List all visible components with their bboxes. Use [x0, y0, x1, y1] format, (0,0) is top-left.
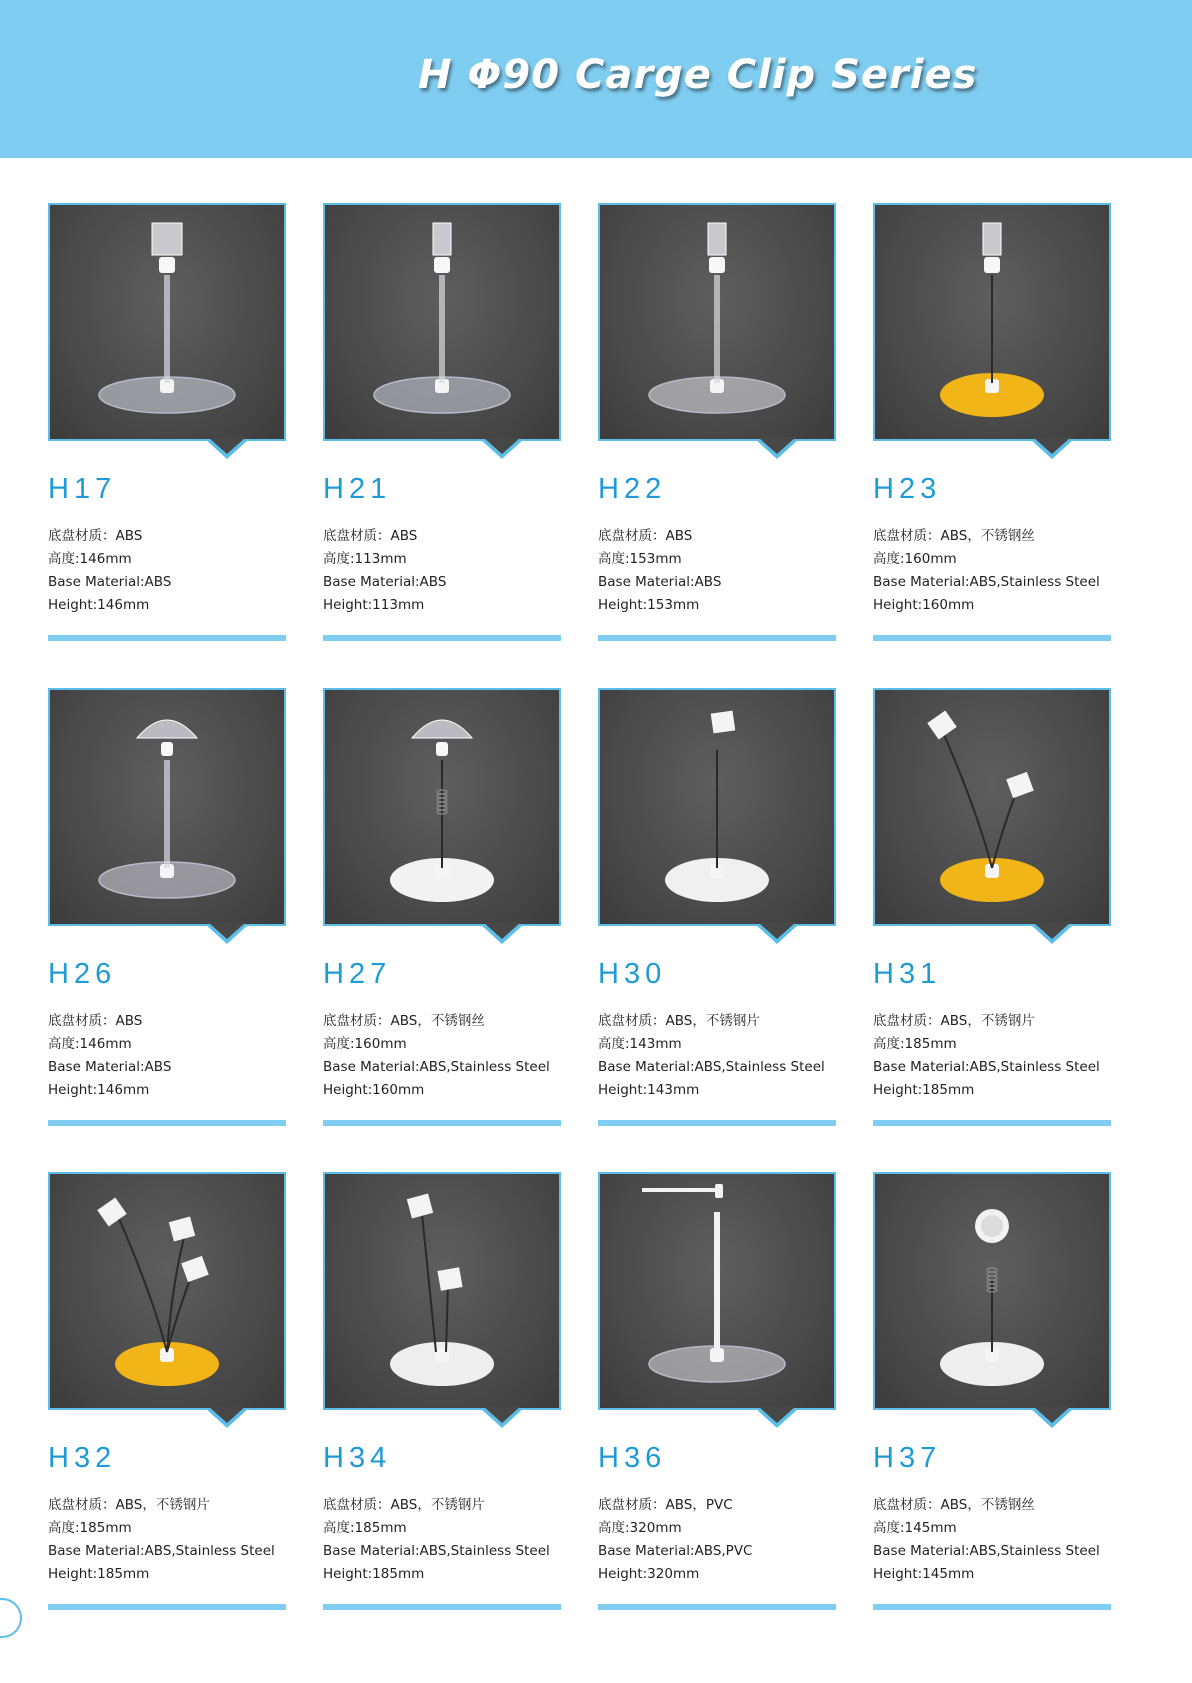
- spec-line: 高度:153mm: [598, 551, 682, 567]
- product-stem: [439, 275, 445, 383]
- spec-line: Height:145mm: [873, 1566, 975, 1582]
- spec-line: Base Material:ABS,Stainless Steel: [323, 1059, 550, 1075]
- card-divider: [873, 1120, 1111, 1126]
- product-photo: [598, 688, 836, 926]
- spec-line: Base Material:ABS: [598, 574, 722, 590]
- product-model: H34: [323, 1442, 392, 1474]
- product-model: H37: [873, 1442, 942, 1474]
- spec-line: 底盘材质：ABS，不锈钢丝: [873, 528, 1035, 544]
- card-divider: [323, 1604, 561, 1610]
- product-photo: [598, 1172, 836, 1410]
- product-specs: [48, 525, 288, 617]
- spec-line: 底盘材质：ABS，不锈钢片: [873, 1013, 1035, 1029]
- product-clip: [983, 223, 1001, 255]
- product-model: H30: [598, 958, 667, 990]
- spec-line: Base Material:ABS,Stainless Steel: [48, 1543, 275, 1559]
- product-card: [598, 1172, 836, 1582]
- product-model: H36: [598, 1442, 667, 1474]
- card-divider: [48, 635, 286, 641]
- product-illustration: [875, 690, 1109, 924]
- photo-pointer-notch: [755, 1408, 799, 1428]
- photo-pointer-notch: [755, 439, 799, 459]
- product-clip-joint: [434, 257, 450, 273]
- product-model: H27: [323, 958, 392, 990]
- card-divider: [48, 1604, 286, 1610]
- spec-line: 高度:185mm: [873, 1036, 957, 1052]
- spec-line: 高度:143mm: [598, 1036, 682, 1052]
- product-illustration: [50, 205, 284, 439]
- product-card: [873, 1172, 1111, 1582]
- product-specs: [323, 1494, 563, 1586]
- card-divider: [598, 1604, 836, 1610]
- product-illustration: [325, 1174, 559, 1408]
- product-wire: [446, 1284, 448, 1352]
- card-divider: [598, 635, 836, 641]
- spec-line: Height:146mm: [48, 1082, 150, 1098]
- product-photo: [323, 1172, 561, 1410]
- product-model: H31: [873, 958, 942, 990]
- spec-line: Height:185mm: [48, 1566, 150, 1582]
- product-flag-clip: [181, 1256, 209, 1282]
- product-flag-clip: [1006, 772, 1034, 798]
- product-specs: [873, 525, 1113, 617]
- product-clip-joint: [159, 257, 175, 273]
- spec-line: Height:146mm: [48, 597, 150, 613]
- product-clip-joint: [161, 742, 173, 756]
- card-divider: [48, 1120, 286, 1126]
- spec-line: Base Material:ABS,Stainless Steel: [323, 1543, 550, 1559]
- product-flag-clip: [407, 1193, 433, 1218]
- product-card: [48, 1172, 286, 1582]
- product-photo: [873, 1172, 1111, 1410]
- product-model: H21: [323, 473, 392, 505]
- product-clip: [412, 720, 472, 738]
- product-card: [598, 203, 836, 613]
- product-stem: [164, 760, 170, 868]
- spec-line: Height:320mm: [598, 1566, 700, 1582]
- product-photo: [323, 203, 561, 441]
- photo-pointer-notch: [480, 924, 524, 944]
- product-clip: [433, 223, 451, 255]
- card-divider: [323, 1120, 561, 1126]
- spec-line: 底盘材质：ABS，PVC: [598, 1497, 733, 1513]
- spec-line: Height:160mm: [323, 1082, 425, 1098]
- spec-line: Base Material:ABS: [48, 574, 172, 590]
- spec-line: 高度:160mm: [873, 551, 957, 567]
- product-flag-clip: [711, 711, 736, 734]
- product-clip: [137, 720, 197, 738]
- product-photo: [598, 203, 836, 441]
- product-flag-clip: [97, 1197, 126, 1226]
- product-clip: [708, 223, 726, 255]
- spec-line: 底盘材质：ABS，不锈钢丝: [323, 1013, 485, 1029]
- product-clip-joint: [436, 742, 448, 756]
- product-wire: [167, 1234, 185, 1352]
- spec-line: Base Material:ABS,Stainless Steel: [873, 574, 1100, 590]
- spec-line: Base Material:ABS: [48, 1059, 172, 1075]
- product-specs: [598, 1494, 838, 1586]
- product-illustration: [600, 690, 834, 924]
- product-wire: [992, 790, 1017, 868]
- product-illustration: [875, 205, 1109, 439]
- photo-pointer-notch: [1030, 924, 1074, 944]
- spec-line: Height:153mm: [598, 597, 700, 613]
- product-model: H22: [598, 473, 667, 505]
- product-arm-hinge: [715, 1184, 723, 1198]
- product-illustration: [600, 1174, 834, 1408]
- spec-line: Base Material:ABS,Stainless Steel: [873, 1059, 1100, 1075]
- spec-line: Height:185mm: [873, 1082, 975, 1098]
- spec-line: 底盘材质：ABS: [48, 1013, 143, 1029]
- spec-line: 高度:113mm: [323, 551, 407, 567]
- product-model: H32: [48, 1442, 117, 1474]
- photo-pointer-notch: [205, 439, 249, 459]
- spec-line: Height:185mm: [323, 1566, 425, 1582]
- product-stem: [164, 275, 170, 383]
- spec-line: 底盘材质：ABS: [48, 528, 143, 544]
- product-photo: [323, 688, 561, 926]
- product-clip: [152, 223, 182, 255]
- card-divider: [873, 635, 1111, 641]
- spec-line: 高度:320mm: [598, 1520, 682, 1536]
- product-card: [48, 688, 286, 1098]
- page-title: H Φ90 Carge Clip Series: [418, 52, 978, 98]
- product-specs: [873, 1494, 1113, 1586]
- product-specs: [598, 1010, 838, 1102]
- product-specs: [598, 525, 838, 617]
- product-wire: [117, 1214, 167, 1352]
- card-divider: [873, 1604, 1111, 1610]
- product-card: [323, 1172, 561, 1582]
- product-card: [48, 203, 286, 613]
- product-stem: [714, 275, 720, 383]
- product-model: H17: [48, 473, 117, 505]
- spec-line: 高度:146mm: [48, 1036, 132, 1052]
- product-specs: [323, 1010, 563, 1102]
- product-specs: [873, 1010, 1113, 1102]
- photo-pointer-notch: [205, 924, 249, 944]
- product-specs: [323, 525, 563, 617]
- spec-line: 底盘材质：ABS，不锈钢片: [598, 1013, 760, 1029]
- product-specs: [48, 1494, 288, 1586]
- product-illustration: [50, 1174, 284, 1408]
- header-banner: [0, 0, 1192, 158]
- product-photo: [48, 688, 286, 926]
- spec-line: 高度:145mm: [873, 1520, 957, 1536]
- product-illustration: [325, 690, 559, 924]
- product-banner-arm: [642, 1188, 720, 1192]
- photo-pointer-notch: [480, 1408, 524, 1428]
- product-model: H23: [873, 473, 942, 505]
- product-card: [873, 203, 1111, 613]
- product-illustration: [875, 1174, 1109, 1408]
- product-flag-clip: [169, 1216, 195, 1241]
- product-card: [323, 203, 561, 613]
- product-clip-joint: [984, 257, 1000, 273]
- photo-pointer-notch: [1030, 1408, 1074, 1428]
- product-model: H26: [48, 958, 117, 990]
- photo-pointer-notch: [1030, 439, 1074, 459]
- spec-line: 底盘材质：ABS: [323, 528, 418, 544]
- product-clip-joint: [709, 257, 725, 273]
- spec-line: Base Material:ABS,Stainless Steel: [873, 1543, 1100, 1559]
- spec-line: 高度:185mm: [323, 1520, 407, 1536]
- product-card: [323, 688, 561, 1098]
- spec-line: 高度:185mm: [48, 1520, 132, 1536]
- product-stem: [714, 1212, 720, 1352]
- page-number-circle: [0, 1598, 22, 1638]
- product-illustration: [600, 205, 834, 439]
- spec-line: 高度:160mm: [323, 1036, 407, 1052]
- product-flag-clip: [437, 1267, 462, 1291]
- card-divider: [323, 635, 561, 641]
- product-illustration: [325, 205, 559, 439]
- product-photo: [48, 203, 286, 441]
- product-card: [598, 688, 836, 1098]
- spec-line: 底盘材质：ABS: [598, 528, 693, 544]
- product-photo: [873, 688, 1111, 926]
- product-photo: [873, 203, 1111, 441]
- product-specs: [48, 1010, 288, 1102]
- spec-line: Height:143mm: [598, 1082, 700, 1098]
- photo-pointer-notch: [755, 924, 799, 944]
- product-card: [873, 688, 1111, 1098]
- product-flag-clip: [927, 710, 956, 739]
- spec-line: Base Material:ABS: [323, 574, 447, 590]
- product-wire: [942, 730, 992, 868]
- spec-line: 底盘材质：ABS，不锈钢片: [323, 1497, 485, 1513]
- spec-line: Base Material:ABS,PVC: [598, 1543, 753, 1559]
- product-illustration: [50, 690, 284, 924]
- spec-line: Height:113mm: [323, 597, 425, 613]
- spec-line: 高度:146mm: [48, 551, 132, 567]
- product-photo: [48, 1172, 286, 1410]
- product-round-clip-inner: [981, 1215, 1003, 1237]
- photo-pointer-notch: [205, 1408, 249, 1428]
- spec-line: Base Material:ABS,Stainless Steel: [598, 1059, 825, 1075]
- product-wire: [422, 1214, 436, 1352]
- spec-line: Height:160mm: [873, 597, 975, 613]
- spec-line: 底盘材质：ABS，不锈钢丝: [873, 1497, 1035, 1513]
- spec-line: 底盘材质：ABS，不锈钢片: [48, 1497, 210, 1513]
- photo-pointer-notch: [480, 439, 524, 459]
- card-divider: [598, 1120, 836, 1126]
